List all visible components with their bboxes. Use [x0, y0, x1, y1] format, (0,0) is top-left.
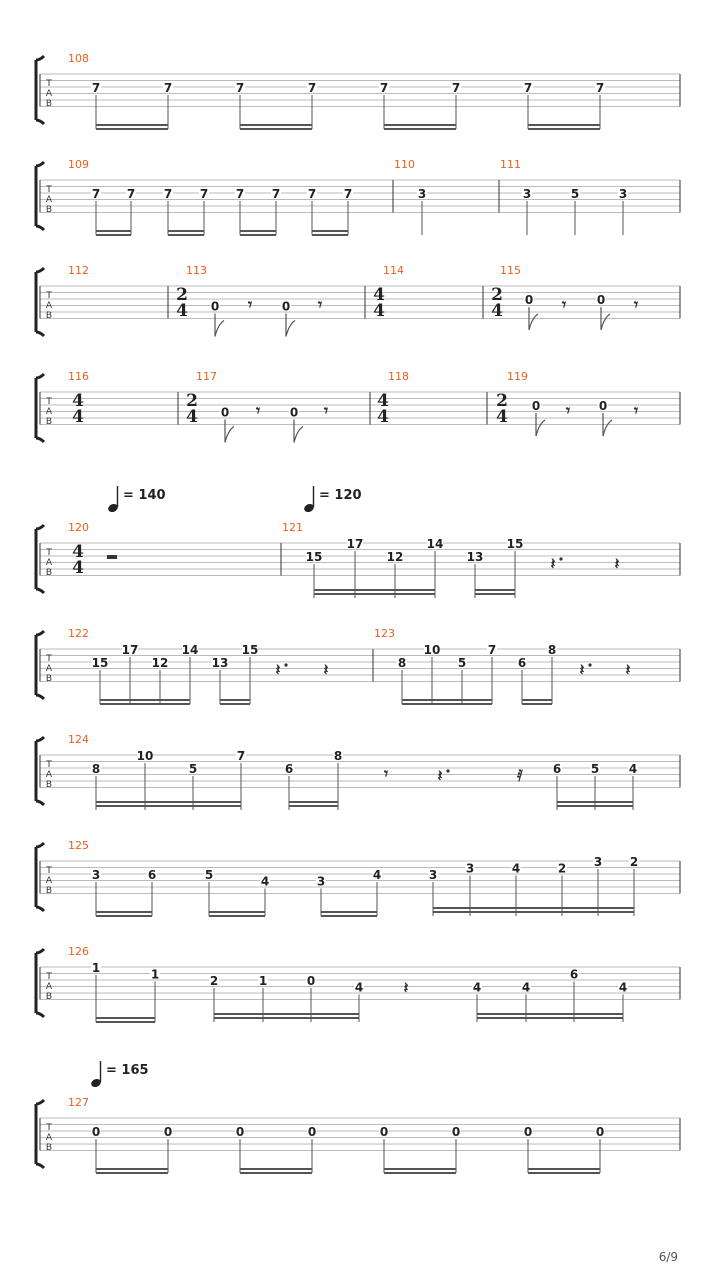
time-signature-bottom: 4: [377, 407, 389, 427]
fret-number: 3: [91, 868, 101, 882]
fret-number: 3: [417, 187, 427, 201]
fret-number: 1: [150, 967, 160, 982]
fret-number: 7: [595, 81, 605, 95]
thirty-second-rest-icon: 𝅀: [517, 766, 523, 785]
fret-number: 15: [241, 643, 259, 657]
measure-number: 112: [68, 264, 89, 277]
fret-number: 0: [598, 399, 608, 413]
tab-clef-letter: T: [46, 972, 52, 982]
fret-number: 6: [569, 967, 579, 982]
measure-number: 116: [68, 370, 89, 383]
tempo-marking: [107, 486, 166, 514]
staff-system: [36, 945, 680, 1022]
tab-clef-letter: A: [45, 876, 53, 886]
fret-number: 8: [91, 762, 101, 776]
fret-number: 7: [163, 187, 173, 201]
eighth-note-flag: [225, 420, 234, 443]
fret-number: 13: [211, 656, 229, 670]
fret-number: 4: [354, 980, 364, 995]
measure-number: 118: [388, 370, 409, 383]
fret-number: 4: [618, 980, 628, 995]
fret-number: 2: [557, 861, 567, 876]
tempo-label: = 120: [319, 488, 362, 503]
time-signature-top: 4: [72, 391, 84, 411]
tab-clef-letter: A: [45, 195, 53, 205]
time-signature-top: 2: [491, 285, 503, 305]
tab-clef-letter: T: [46, 548, 52, 558]
rest-dot: [588, 663, 591, 666]
fret-number: 3: [593, 855, 603, 869]
fret-number: 0: [596, 293, 606, 307]
time-signature-top: 2: [186, 391, 198, 411]
fret-number: 0: [220, 405, 230, 420]
fret-number: 7: [236, 749, 246, 763]
fret-number: 17: [346, 537, 364, 551]
eighth-rest-icon: 𝄾: [323, 401, 329, 420]
fret-number: 7: [523, 81, 533, 95]
staff-system: [36, 733, 680, 810]
measure-number: 117: [196, 370, 217, 383]
tab-clef-letter: T: [46, 654, 52, 664]
tempo-label: = 165: [106, 1063, 149, 1078]
eighth-rest-icon: 𝄾: [247, 295, 253, 314]
fret-number: 2: [629, 855, 639, 869]
time-signature-bottom: 4: [373, 301, 385, 321]
fret-number: 7: [379, 81, 389, 95]
fret-number: 7: [307, 81, 317, 95]
measure-number: 121: [282, 521, 303, 534]
time-signature-bottom: 4: [491, 301, 503, 321]
quarter-rest-icon: 𝄽: [323, 660, 329, 679]
tab-clef-letter: B: [45, 992, 53, 1002]
tab-clef-letter: B: [45, 674, 53, 684]
fret-number: 0: [523, 1125, 533, 1139]
tab-clef-letter: B: [45, 205, 53, 215]
eighth-rest-icon: 𝄾: [565, 401, 571, 420]
measure-number: 123: [374, 627, 395, 640]
fret-number: 7: [271, 187, 281, 201]
quarter-rest-icon: 𝄽: [437, 766, 443, 785]
fret-number: 7: [487, 643, 497, 657]
tab-clef-letter: A: [45, 301, 53, 311]
fret-number: 7: [343, 187, 353, 201]
time-signature-bottom: 4: [496, 407, 508, 427]
measure-number: 126: [68, 945, 89, 958]
measure-number: 120: [68, 521, 89, 534]
measure-number: 125: [68, 839, 89, 852]
fret-number: 7: [307, 187, 317, 201]
measure-number: 113: [186, 264, 207, 277]
fret-number: 0: [210, 299, 220, 314]
fret-number: 4: [521, 980, 531, 995]
quarter-rest-icon: 𝄽: [275, 660, 281, 679]
fret-number: 7: [199, 187, 209, 201]
fret-number: 5: [570, 187, 580, 201]
fret-number: 0: [163, 1125, 173, 1139]
fret-number: 14: [181, 643, 199, 657]
fret-number: 0: [289, 405, 299, 420]
eighth-rest-icon: 𝄾: [633, 401, 639, 420]
time-signature-top: 4: [377, 391, 389, 411]
rest-dot: [446, 769, 449, 772]
fret-number: 7: [235, 81, 245, 95]
fret-number: 7: [235, 187, 245, 201]
time-signature-top: 2: [176, 285, 188, 305]
tab-clef-letter: T: [46, 185, 52, 195]
fret-number: 12: [151, 656, 169, 670]
time-signature-bottom: 4: [186, 407, 198, 427]
fret-number: 6: [552, 762, 562, 776]
time-signature-top: 4: [373, 285, 385, 305]
tab-clef-letter: A: [45, 1133, 53, 1143]
fret-number: 0: [595, 1125, 605, 1139]
fret-number: 3: [428, 868, 438, 882]
eighth-rest-icon: 𝄾: [255, 401, 261, 420]
time-signature-bottom: 4: [72, 558, 84, 578]
time-signature-bottom: 4: [72, 407, 84, 427]
measure-number: 110: [394, 158, 415, 171]
page-number: 6/9: [658, 1250, 678, 1264]
tab-clef-letter: B: [45, 780, 53, 790]
tab-clef-letter: B: [45, 417, 53, 427]
eighth-rest-icon: 𝄾: [633, 295, 639, 314]
fret-number: 0: [91, 1125, 101, 1139]
eighth-note-flag: [215, 314, 224, 337]
eighth-note-flag: [294, 420, 303, 443]
fret-number: 14: [426, 537, 444, 551]
fret-number: 5: [590, 762, 600, 776]
fret-number: 7: [451, 81, 461, 95]
fret-number: 8: [397, 656, 407, 670]
tab-clef-letter: T: [46, 79, 52, 89]
measure-number: 122: [68, 627, 89, 640]
fret-number: 10: [423, 643, 441, 657]
staff-system: [36, 52, 680, 129]
fret-number: 3: [465, 861, 475, 876]
fret-number: 13: [466, 550, 484, 564]
fret-number: 15: [305, 550, 323, 564]
eighth-note-flag: [286, 314, 295, 337]
fret-number: 0: [281, 299, 291, 314]
tab-clef-letter: A: [45, 664, 53, 674]
fret-number: 6: [147, 868, 157, 882]
tab-clef-letter: A: [45, 89, 53, 99]
staff-system: [36, 1096, 680, 1173]
measure-number: 115: [500, 264, 521, 277]
fret-number: 0: [524, 293, 534, 307]
fret-number: 0: [451, 1125, 461, 1139]
fret-number: 5: [188, 762, 198, 776]
fret-number: 8: [333, 749, 343, 763]
fret-number: 2: [209, 974, 219, 988]
time-signature-bottom: 4: [176, 301, 188, 321]
fret-number: 7: [126, 187, 136, 201]
fret-number: 4: [260, 874, 270, 889]
fret-number: 12: [386, 550, 404, 564]
fret-number: 3: [522, 187, 532, 201]
quarter-rest-icon: 𝄽: [614, 554, 620, 573]
fret-number: 8: [547, 643, 557, 657]
staff-system: [36, 627, 680, 704]
tab-clef-letter: A: [45, 982, 53, 992]
fret-number: 0: [235, 1125, 245, 1139]
fret-number: 1: [258, 974, 268, 988]
tab-clef-letter: B: [45, 99, 53, 109]
rest-dot: [284, 663, 287, 666]
tab-clef-letter: B: [45, 1143, 53, 1153]
tab-clef-letter: T: [46, 397, 52, 407]
fret-number: 5: [457, 656, 467, 670]
tab-clef-letter: A: [45, 770, 53, 780]
tab-clef-letter: A: [45, 558, 53, 568]
fret-number: 6: [284, 762, 294, 776]
staff-system: [36, 158, 680, 235]
fret-number: 4: [628, 762, 638, 776]
tab-clef-letter: A: [45, 407, 53, 417]
measure-number: 127: [68, 1096, 89, 1109]
measure-number: 109: [68, 158, 89, 171]
tempo-label: = 140: [123, 488, 166, 503]
fret-number: 5: [204, 868, 214, 882]
quarter-rest-icon: 𝄽: [403, 978, 409, 997]
half-rest-icon: [107, 555, 117, 559]
fret-number: 3: [618, 187, 628, 201]
tab-clef-letter: B: [45, 311, 53, 321]
fret-number: 0: [306, 974, 316, 988]
fret-number: 15: [91, 656, 109, 670]
tab-clef-letter: T: [46, 866, 52, 876]
tab-clef-letter: T: [46, 291, 52, 301]
eighth-rest-icon: 𝄾: [561, 295, 567, 314]
tab-clef-letter: B: [45, 886, 53, 896]
tab-clef-letter: T: [46, 1123, 52, 1133]
tempo-marking: [90, 1061, 149, 1089]
tab-clef-letter: B: [45, 568, 53, 578]
fret-number: 1: [91, 961, 101, 975]
fret-number: 3: [316, 874, 326, 889]
fret-number: 4: [372, 868, 382, 882]
measure-number: 114: [383, 264, 404, 277]
fret-number: 0: [307, 1125, 317, 1139]
fret-number: 0: [379, 1125, 389, 1139]
tempo-marking: [303, 486, 362, 514]
eighth-rest-icon: 𝄾: [383, 764, 389, 783]
fret-number: 10: [136, 749, 154, 763]
fret-number: 7: [163, 81, 173, 95]
fret-number: 0: [531, 399, 541, 413]
staff-system: [36, 839, 680, 916]
rest-dot: [559, 557, 562, 560]
measure-number: 108: [68, 52, 89, 65]
quarter-rest-icon: 𝄽: [579, 660, 585, 679]
fret-number: 7: [91, 81, 101, 95]
fret-number: 7: [91, 187, 101, 201]
staff-system: [36, 521, 680, 598]
staff-system: [36, 370, 680, 443]
eighth-rest-icon: 𝄾: [317, 295, 323, 314]
time-signature-top: 4: [72, 542, 84, 562]
fret-number: 4: [472, 980, 482, 995]
quarter-rest-icon: 𝄽: [550, 554, 556, 573]
time-signature-top: 2: [496, 391, 508, 411]
measure-number: 119: [507, 370, 528, 383]
fret-number: 6: [517, 656, 527, 670]
staff-system: [36, 264, 680, 337]
fret-number: 4: [511, 861, 521, 876]
fret-number: 17: [121, 643, 139, 657]
measure-number: 111: [500, 158, 521, 171]
fret-number: 15: [506, 537, 524, 551]
measure-number: 124: [68, 733, 89, 746]
tab-clef-letter: T: [46, 760, 52, 770]
quarter-rest-icon: 𝄽: [625, 660, 631, 679]
